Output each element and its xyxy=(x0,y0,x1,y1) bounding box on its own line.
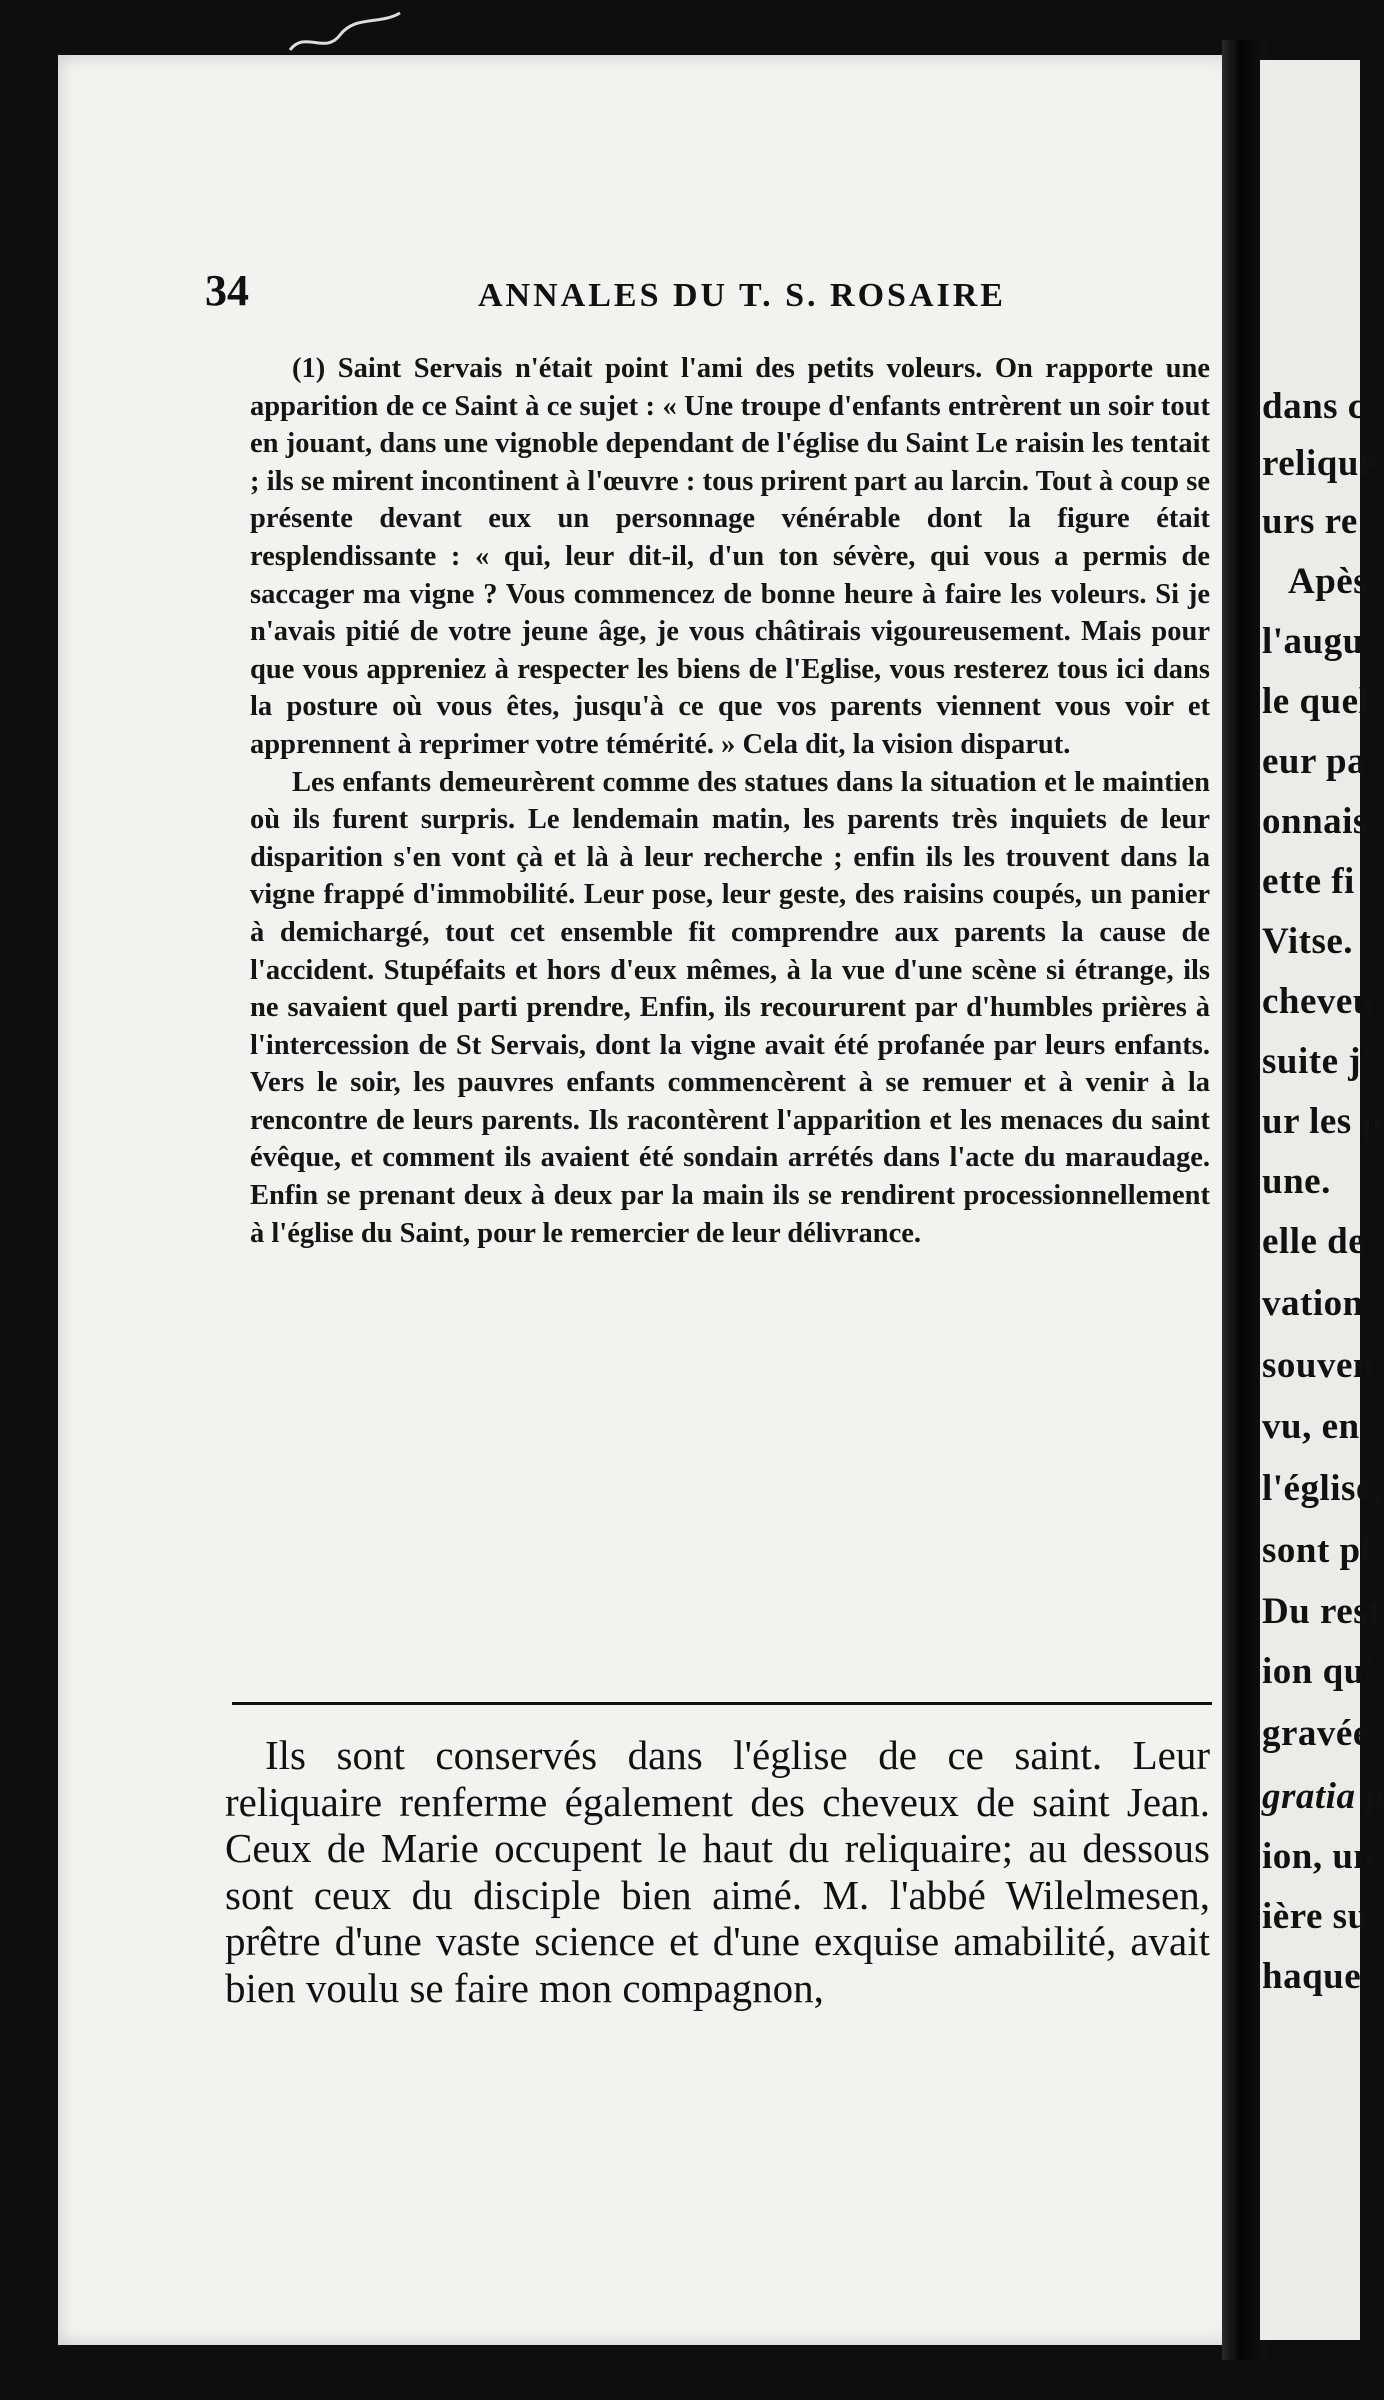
facing-page-line: haque xyxy=(1262,1956,1362,1997)
facing-page-line: ette fi xyxy=(1262,861,1355,902)
facing-page-line: ière su xyxy=(1262,1896,1369,1937)
body-paragraph: Ils sont conservés dans l'église de ce saint. Leur reliquaire renferme également des cheveux de saint Jean. Ceux de Marie occupent le haut du reliquaire; au dessous sont ceux du disciple bien aimé. M. l'abbé Wilelmesen, prêtre d'une vaste science et d'une exquise amabilité, avait bien voulu se faire mon compagnon, xyxy=(225,1732,1210,2011)
facing-page-line: Vitse. xyxy=(1262,921,1354,962)
facing-page-line: ion, un xyxy=(1262,1836,1375,1877)
separator-rule xyxy=(232,1702,1212,1705)
facing-page-line: gravée xyxy=(1262,1713,1370,1754)
facing-page-line: vation xyxy=(1262,1283,1364,1324)
facing-page-line: gratia p xyxy=(1262,1776,1384,1817)
facing-page-line: ion qu' xyxy=(1262,1651,1376,1692)
page-number: 34 xyxy=(205,266,249,315)
facing-page-line: suite j' xyxy=(1262,1041,1372,1082)
running-title: ANNALES DU T. S. ROSAIRE xyxy=(478,277,1006,314)
body-text xyxy=(225,1732,1210,2011)
facing-page-line: l'église, xyxy=(1262,1468,1383,1509)
facing-page-line: le quel xyxy=(1262,681,1370,722)
facing-page-line: elle de xyxy=(1262,1221,1366,1262)
facing-page-line: dans c xyxy=(1262,386,1365,427)
facing-page-line: souven xyxy=(1262,1345,1374,1386)
facing-page xyxy=(1260,60,1384,2340)
facing-page-line: Du rest xyxy=(1262,1591,1381,1632)
footnote xyxy=(250,350,1210,1252)
facing-page-line: une. xyxy=(1262,1161,1331,1202)
facing-page-line: l'augu xyxy=(1262,621,1364,662)
facing-page-line: eur pa xyxy=(1262,741,1367,782)
facing-page-line: ur les p xyxy=(1262,1101,1383,1142)
facing-page-line: Apès xyxy=(1288,561,1369,602)
facing-page-line: cheveu xyxy=(1262,981,1374,1022)
ink-stroke-mark xyxy=(285,5,405,65)
facing-page-line: vu, en xyxy=(1262,1406,1360,1447)
facing-page-line: relique xyxy=(1262,443,1376,484)
facing-page-line: onnais xyxy=(1262,801,1368,842)
footnote-paragraph: (1) Saint Servais n'était point l'ami des petits voleurs. On rapporte une apparition de ce Saint à ce sujet : « Une troupe d'enfants entrèrent un soir tout en jouant, dans une vignoble dependant de l'église du Saint Le raisin les tentait ; ils se mirent incontinent à l'œuvre : tous prirent part au larcin. Tout à coup se présente devant eux un personnage vénérable dont la figure était resplendissante : « qui, leur dit-il, d'un ton sévère, qui vous a permis de saccager ma vigne ? Vous commencez de bonne heure à faire les voleurs. Si je n'avais pitié de votre jeune âge, je vous châtirais vigoureusement. Mais pour que vous appreniez à respecter les biens de l'Eglise, vous resterez tous ici dans la posture où vous êtes, jusqu'à ce que vos parents viennent vous voir et apprennent à reprimer votre témérité. » Cela dit, la vision disparut. xyxy=(250,353,1210,760)
footnote-paragraph: Les enfants demeurèrent comme des statues dans la situation et le maintien où ils furent surpris. Le lendemain matin, les parents très inquiets de leur disparition s'en vont çà et là à leur recherche ; enfin ils les trouvent dans la vigne frappé d'immobilité. Leur pose, leur geste, des raisins coupés, un panier à demichargé, tout cet ensemble fit comprendre aux parents la cause de l'accident. Stupéfaits et hors d'eux mêmes, à la vue d'une scène si étrange, ils ne savaient quel parti prendre, Enfin, ils recoururent par d'humbles prières à l'intercession de St Servais, dont la vigne avait été profanée par leurs enfants. Vers le soir, les pauvres enfants commencèrent à se remuer et à venir à la rencontre de leurs parents. Ils racontèrent l'apparition et les menaces du saint évêque, et comment ils avaient été sondain arrétés dans l'acte du maraudage. Enfin se prenant deux à deux par la main ils se rendirent processionnellement à l'église du Saint, pour le remercier de leur délivrance. xyxy=(250,766,1210,1249)
facing-page-line: sont pl xyxy=(1262,1530,1372,1571)
facing-page-line: urs re xyxy=(1262,501,1358,542)
